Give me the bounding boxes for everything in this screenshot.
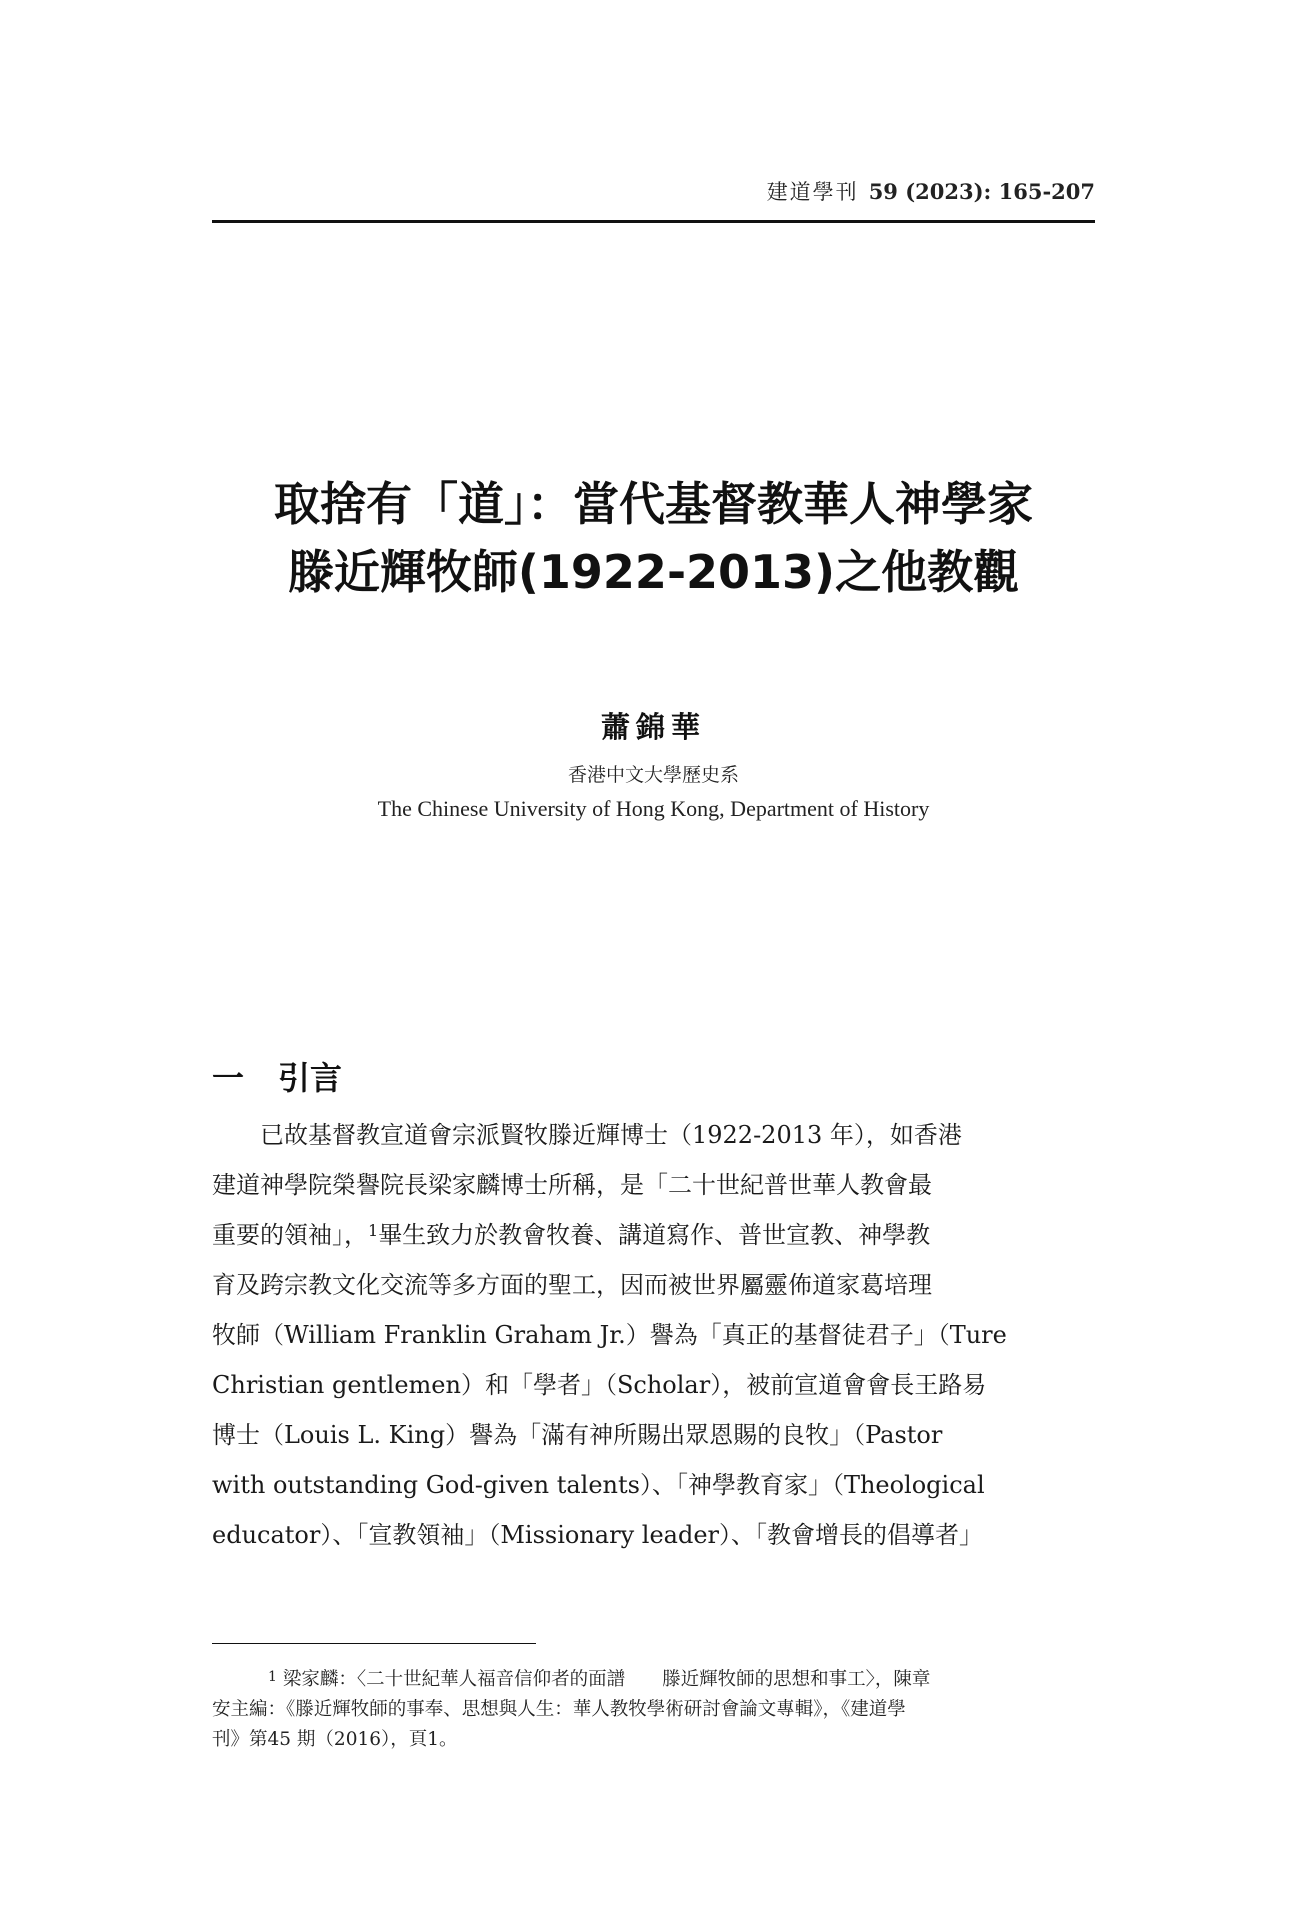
body-paragraph — [212, 1110, 1095, 1610]
section-title: 引言 — [278, 1059, 343, 1097]
body-line: Christian gentlemen）和「學者」（Scholar），被前宣道會會長王路易 — [212, 1371, 987, 1399]
affiliation — [212, 758, 1095, 826]
body-line: 建道神學院榮譽院長梁家麟博士所稱，是「二十世紀普世華人教會最 — [212, 1171, 932, 1199]
title-line-2: 滕近輝牧師(1922-2013)之他教觀 — [287, 545, 1020, 599]
journal-name: 建道學刊 — [766, 180, 859, 204]
footnote-line: 刊》第45 期（2016），頁1。 — [212, 1729, 458, 1750]
body-line: 已故基督教宣道會宗派賢牧滕近輝博士（1922-2013 年），如香港 — [212, 1121, 962, 1149]
footnote-number: 1 — [268, 1669, 277, 1685]
body-line: 育及跨宗教文化交流等多方面的聖工，因而被世界屬靈佈道家葛培理 — [212, 1271, 932, 1299]
footnote-reference[interactable]: 1 — [368, 1221, 379, 1240]
footnote-text: 梁家麟：〈二十世紀華人福音信仰者的面譜 滕近輝牧師的思想和事工〉，陳章 — [282, 1669, 931, 1690]
section-number: 一 — [212, 1059, 245, 1097]
body-line: 博士（Louis L. King）譽為「滿有神所賜出眾恩賜的良牧」（Pastor — [212, 1421, 943, 1449]
body-line: with outstanding God-given talents）、「神學教育家」（Theological — [212, 1471, 985, 1499]
body-line — [212, 1560, 1095, 1610]
affiliation-en: The Chinese University of Hong Kong, Department of History — [377, 796, 930, 821]
body-line — [212, 1210, 1095, 1260]
footnote-line — [212, 1665, 1095, 1695]
title-line-1: 取捨有「道」：當代基督教華人神學家 — [274, 477, 1033, 531]
paper-title — [212, 470, 1095, 606]
header-rule — [212, 220, 1095, 223]
section-heading — [212, 1053, 342, 1099]
body-line-segment: 畢生致力於教會牧養、講道寫作、普世宣教、神學教 — [378, 1221, 931, 1249]
body-line-segment: 重要的領袖」， — [212, 1221, 368, 1249]
body-line: 牧師（William Franklin Graham Jr.）譽為「真正的基督徒君子」（Ture — [212, 1321, 1007, 1349]
affiliation-zh: 香港中文大學歷史系 — [567, 764, 739, 786]
footnote — [212, 1665, 1095, 1755]
running-head — [767, 176, 1095, 206]
footnote-line: 安主編：《滕近輝牧師的事奉、思想與人生：華人教牧學術研討會論文專輯》，《建道學 — [212, 1699, 906, 1720]
body-line: educator）、「宣教領袖」（Missionary leader）、「教會增長的倡導者」 — [212, 1521, 983, 1549]
footnote-rule — [212, 1643, 536, 1644]
author-name: 蕭錦華 — [600, 710, 706, 744]
journal-citation: 59 (2023): 165-207 — [868, 179, 1095, 204]
